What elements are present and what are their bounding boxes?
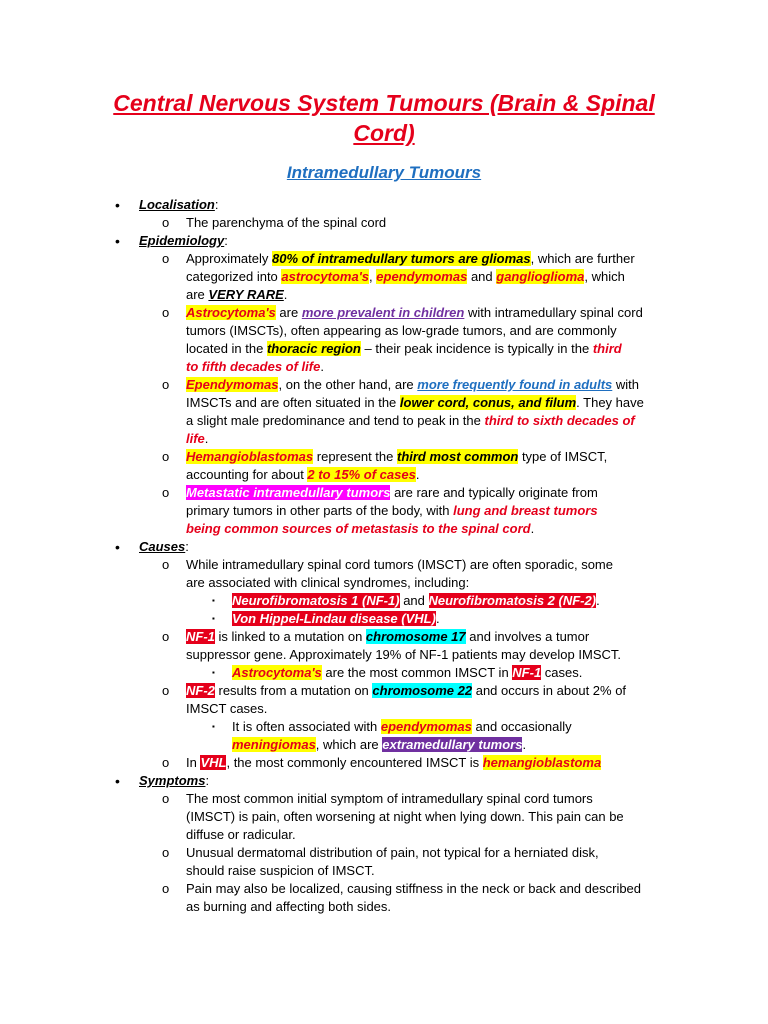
list-item-continuation: located in the thoracic region – their peak incidence is typically in the third [186, 341, 622, 356]
sub-bullet-marker: o [162, 449, 170, 464]
list-item-continuation: (IMSCT) is pain, often worsening at night when lying down. This pain can be [186, 809, 624, 824]
list-item: Pain may also be localized, causing stiffness in the neck or back and described [186, 881, 642, 896]
list-item-continuation: are VERY RARE. [186, 287, 288, 302]
bullet-marker: • [115, 197, 120, 213]
bullet-marker: • [115, 539, 120, 555]
list-item-continuation: primary tumors in other parts of the body, with lung and breast tumors [186, 503, 598, 518]
list-item: In VHL, the most commonly encountered IMSCT is hemangioblastoma [186, 755, 602, 770]
document-title [100, 88, 668, 148]
sub-list-item-continuation: meningiomas, which are extramedullary tumors. [232, 737, 527, 752]
sub-list-item: Neurofibromatosis 1 (NF-1) and Neurofibromatosis 2 (NF-2). [232, 593, 600, 608]
list-item-continuation: as burning and affecting both sides. [186, 899, 392, 914]
list-item-continuation: are associated with clinical syndromes, including: [186, 575, 470, 590]
list-item: Astrocytoma's are more prevalent in children with intramedullary spinal cord [186, 305, 643, 320]
sub-bullet-marker: o [162, 377, 170, 392]
document-subtitle: Intramedullary Tumours [286, 163, 482, 182]
list-item-continuation: suppressor gene. Approximately 19% of NF-1 patients may develop IMSCT. [186, 647, 621, 662]
section-heading-epidemiology: Epidemiology: [139, 233, 228, 248]
square-bullet-marker: ▪ [212, 668, 215, 677]
list-item: While intramedullary spinal cord tumors (IMSCT) are often sporadic, some [186, 557, 613, 572]
list-item: Unusual dermatomal distribution of pain, not typical for a herniated disk, [186, 845, 599, 860]
sub-bullet-marker: o [162, 305, 170, 320]
sub-bullet-marker: o [162, 755, 170, 770]
list-item-continuation: diffuse or radicular. [186, 827, 296, 842]
sub-bullet-marker: o [162, 251, 170, 266]
sub-bullet-marker: o [162, 557, 170, 572]
list-item-continuation: tumors (IMSCTs), often appearing as low-grade tumors, and are commonly [186, 323, 617, 338]
sub-list-item: It is often associated with ependymomas and occasionally [232, 719, 572, 734]
list-item-continuation: a slight male predominance and tend to peak in the third to sixth decades of [186, 413, 635, 428]
list-item: Metastatic intramedullary tumors are rare and typically originate from [186, 485, 598, 500]
square-bullet-marker: ▪ [212, 614, 215, 623]
sub-bullet-marker: o [162, 485, 170, 500]
bullet-marker: • [115, 773, 120, 789]
section-heading-symptoms: Symptoms: [139, 773, 210, 788]
list-item: Hemangioblastomas represent the third most common type of IMSCT, [186, 449, 608, 464]
sub-bullet-marker: o [162, 215, 170, 230]
list-item: The most common initial symptom of intramedullary spinal cord tumors [186, 791, 593, 806]
list-item-continuation: being common sources of metastasis to the spinal cord. [186, 521, 535, 536]
sub-bullet-marker: o [162, 683, 170, 698]
square-bullet-marker: ▪ [212, 722, 215, 731]
sub-bullet-marker: o [162, 845, 170, 860]
list-item-continuation: should raise suspicion of IMSCT. [186, 863, 375, 878]
list-item-continuation: IMSCTs and are often situated in the lower cord, conus, and filum. They have [186, 395, 644, 410]
sub-list-item: Von Hippel-Lindau disease (VHL). [232, 611, 440, 626]
list-item-continuation: categorized into astrocytoma's, ependymomas and ganglioglioma, which [186, 269, 625, 284]
sub-bullet-marker: o [162, 791, 170, 806]
list-item-continuation: IMSCT cases. [186, 701, 268, 716]
square-bullet-marker: ▪ [212, 596, 215, 605]
sub-bullet-marker: o [162, 881, 170, 896]
section-heading-localisation: Localisation: [139, 197, 219, 212]
list-item-continuation: life. [186, 431, 209, 446]
section-heading-causes: Causes: [139, 539, 189, 554]
bullet-marker: • [115, 233, 120, 249]
list-item: Ependymomas, on the other hand, are more frequently found in adults with [186, 377, 640, 392]
list-item: NF-1 is linked to a mutation on chromosome 17 and involves a tumor [186, 629, 590, 644]
list-item: NF-2 results from a mutation on chromosome 22 and occurs in about 2% of [186, 683, 627, 698]
title-line-2: Cord) [353, 120, 415, 146]
list-item: Approximately 80% of intramedullary tumors are gliomas, which are further [186, 251, 635, 266]
list-item-continuation: accounting for about 2 to 15% of cases. [186, 467, 420, 482]
sub-list-item: Astrocytoma's are the most common IMSCT in NF-1 cases. [232, 665, 583, 680]
list-item: The parenchyma of the spinal cord [186, 215, 387, 230]
list-item-continuation: to fifth decades of life. [186, 359, 324, 374]
title-line-1: Central Nervous System Tumours (Brain & Spinal [113, 90, 655, 116]
sub-bullet-marker: o [162, 629, 170, 644]
